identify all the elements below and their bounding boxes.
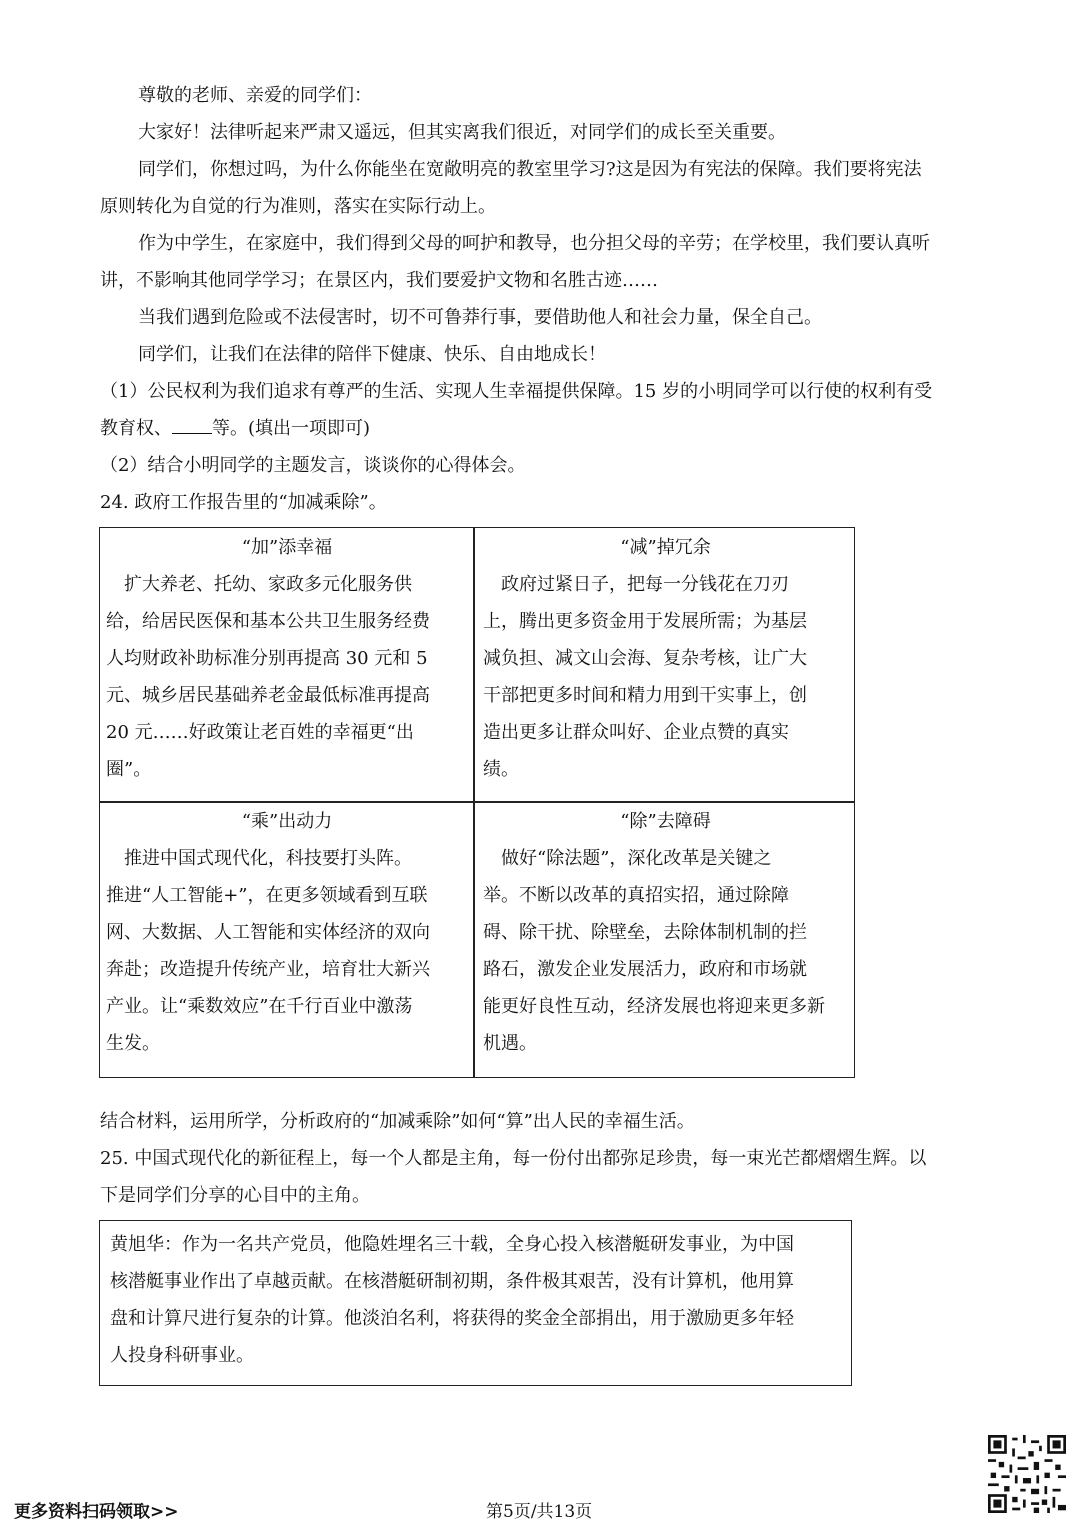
speech-greeting: 尊敬的老师、亲爱的同学们：	[138, 85, 372, 106]
cell-line: 圈”。	[106, 759, 152, 780]
speech-paragraph: 当我们遇到危险或不法侵害时，切不可鲁莽行事，要借助他人和社会力量，保全自己。	[138, 307, 822, 328]
profile-text	[110, 1226, 845, 1374]
speech-paragraph: 同学们，让我们在法律的陪伴下健康、快乐、自由地成长！	[138, 344, 606, 365]
table-cell-div	[483, 804, 848, 1062]
cell-line: 上，腾出更多资金用于发展所需；为基层	[483, 611, 807, 632]
cell-line: 路石，激发企业发展活力，政府和市场就	[483, 959, 807, 980]
cell-line: 给，给居民医保和基本公共卫生服务经费	[106, 611, 430, 632]
cell-body	[483, 840, 848, 1062]
cell-line: 扩大养老、托幼、家政多元化服务供	[106, 574, 412, 595]
cell-line: 产业。让“乘数效应”在千行百业中激荡	[106, 996, 413, 1017]
cell-line: 推进中国式现代化，科技要打头阵。	[106, 848, 412, 869]
question-24-task: 结合材料，运用所学，分析政府的“加减乘除”如何“算”出人民的幸福生活。	[100, 1111, 695, 1132]
question-1-prefix: 教育权、	[100, 418, 172, 439]
cell-body	[106, 566, 468, 788]
table-cell-add	[106, 530, 468, 788]
page-number: 第5页/共13页	[486, 1502, 593, 1522]
cell-title: “除”去障碍	[620, 811, 711, 832]
profile-line: 核潜艇事业作出了卓越贡献。在核潜艇研制初期，条件极其艰苦，没有计算机，他用算	[110, 1271, 794, 1292]
cell-line: 20 元……好政策让老百姓的幸福更“出	[106, 722, 414, 743]
speech-paragraph: 作为中学生，在家庭中，我们得到父母的呵护和教导，也分担父母的辛劳；在学校里，我们要认真听	[138, 233, 930, 254]
cell-line: 政府过紧日子，把每一分钱花在刀刃	[483, 574, 789, 595]
cell-line: 造出更多让群众叫好、企业点赞的真实	[483, 722, 789, 743]
cell-body	[483, 566, 848, 788]
question-24: 24. 政府工作报告里的“加减乘除”。	[100, 492, 387, 513]
cell-line: 元、城乡居民基础养老金最低标准再提高	[106, 685, 430, 706]
cell-body	[106, 840, 468, 1062]
cell-line: 碍、除干扰、除壁垒，去除体制机制的拦	[483, 922, 807, 943]
table-cell-sub	[483, 530, 848, 788]
cell-line: 绩。	[483, 759, 519, 780]
table-cell-mul	[106, 804, 468, 1062]
cell-line: 人均财政补助标准分别再提高 30 元和 5	[106, 648, 428, 669]
question-25-cont: 下是同学们分享的心目中的主角。	[100, 1185, 370, 1206]
cell-line: 网、大数据、人工智能和实体经济的双向	[106, 922, 430, 943]
cell-line: 减负担、减文山会海、复杂考核，让广大	[483, 648, 807, 669]
question-1-suffix: 等。(填出一项即可)	[212, 418, 371, 439]
footer-link[interactable]: 更多资料扫码领取>>	[14, 1502, 179, 1522]
cell-line: 机遇。	[483, 1033, 537, 1054]
question-1: （1）公民权利为我们追求有尊严的生活、实现人生幸福提供保障。15 岁的小明同学可以行使的权利有受	[100, 381, 933, 402]
answer-blank[interactable]	[172, 415, 212, 434]
question-2: （2）结合小明同学的主题发言，谈谈你的心得体会。	[100, 455, 526, 476]
cell-line: 做好“除法题”，深化改革是关键之	[483, 848, 772, 869]
profile-line: 人投身科研事业。	[110, 1345, 254, 1366]
cell-line: 能更好良性互动，经济发展也将迎来更多新	[483, 996, 825, 1017]
speech-paragraph: 大家好！法律听起来严肃又遥远，但其实离我们很近，对同学们的成长至关重要。	[138, 122, 786, 143]
speech-paragraph: 同学们，你想过吗，为什么你能坐在宽敞明亮的教室里学习?这是因为有宪法的保障。我们要将宪法	[138, 159, 922, 180]
question-25: 25. 中国式现代化的新征程上，每一个人都是主角，每一份付出都弥足珍贵，每一束光芒都熠熠生辉。以	[100, 1148, 927, 1169]
speech-paragraph-cont: 讲，不影响其他同学学习；在景区内，我们要爱护文物和名胜古迹……	[100, 270, 658, 291]
table-divider	[473, 527, 475, 1078]
cell-line: 奔赴；改造提升传统产业，培育壮大新兴	[106, 959, 430, 980]
qr-code-icon[interactable]	[988, 1435, 1066, 1513]
question-1-cont	[100, 411, 370, 447]
table-divider	[99, 801, 855, 803]
cell-line: 举。不断以改革的真招实招，通过除障	[483, 885, 789, 906]
cell-title: “减”掉冗余	[620, 537, 711, 558]
cell-line: 干部把更多时间和精力用到干实事上，创	[483, 685, 807, 706]
speech-paragraph-cont: 原则转化为自觉的行为准则，落实在实际行动上。	[100, 196, 496, 217]
cell-line: 生发。	[106, 1033, 160, 1054]
cell-line: 推进“人工智能+”，在更多领域看到互联	[106, 885, 428, 906]
profile-line: 盘和计算尺进行复杂的计算。他淡泊名利，将获得的奖金全部捐出，用于激励更多年轻	[110, 1308, 794, 1329]
cell-title: “乘”出动力	[241, 811, 333, 832]
cell-title: “加”添幸福	[241, 537, 333, 558]
profile-line: 黄旭华：作为一名共产党员，他隐姓埋名三十载，全身心投入核潜艇研发事业，为中国	[110, 1234, 794, 1255]
